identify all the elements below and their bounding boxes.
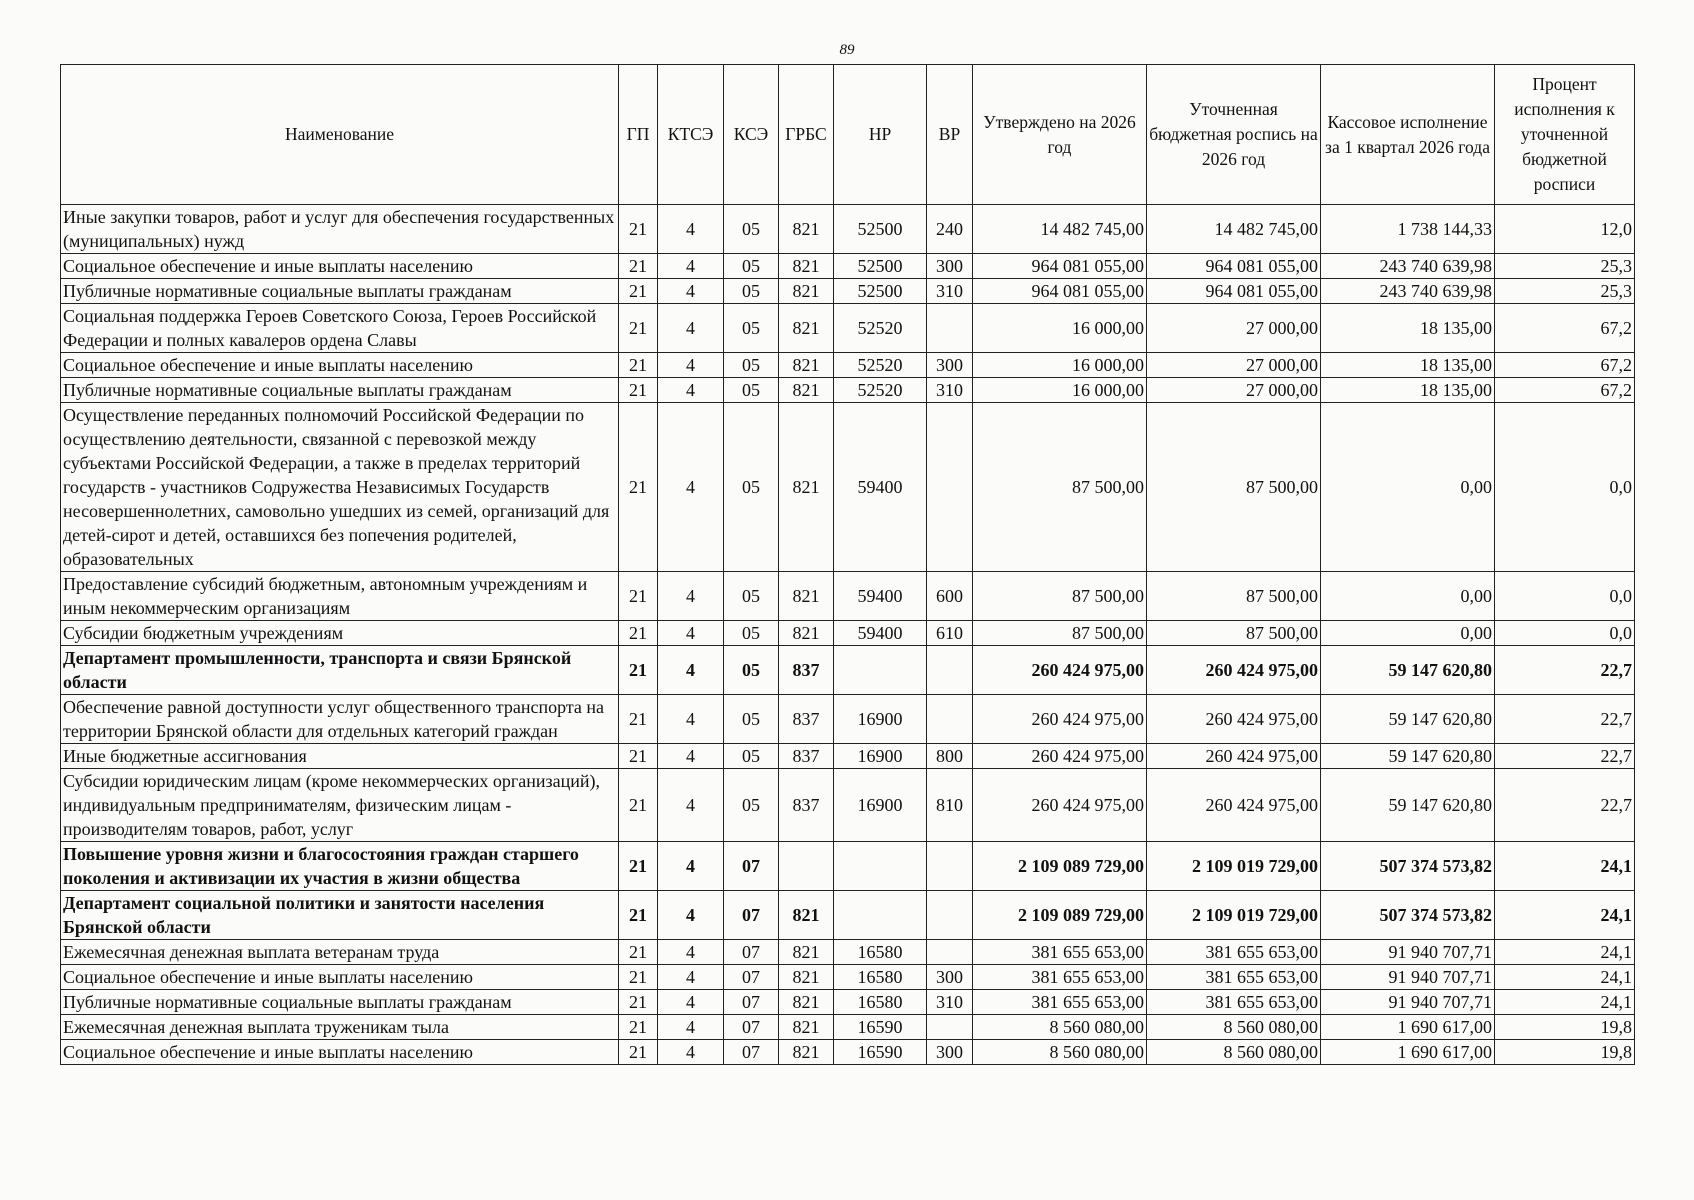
table-row xyxy=(61,621,1635,646)
cell-grbs: 821 xyxy=(779,990,834,1015)
budget-table xyxy=(60,64,1635,1065)
cell-percent: 19,8 xyxy=(1495,1040,1635,1065)
cell-kse: 05 xyxy=(724,695,779,744)
cell-approved: 2 109 089 729,00 xyxy=(973,891,1147,940)
cell-name: Социальное обеспечение и иные выплаты населению xyxy=(61,254,619,279)
cell-cash: 91 940 707,71 xyxy=(1321,965,1495,990)
cell-refined: 2 109 019 729,00 xyxy=(1147,891,1321,940)
cell-grbs xyxy=(779,842,834,891)
cell-grbs: 821 xyxy=(779,378,834,403)
cell-refined: 8 560 080,00 xyxy=(1147,1040,1321,1065)
cell-percent: 0,0 xyxy=(1495,572,1635,621)
cell-nr: 52520 xyxy=(834,378,927,403)
cell-vr: 600 xyxy=(927,572,973,621)
cell-gp: 21 xyxy=(619,1015,658,1040)
cell-nr: 16580 xyxy=(834,990,927,1015)
cell-gp: 21 xyxy=(619,695,658,744)
header-vr: ВР xyxy=(927,65,973,205)
cell-percent: 22,7 xyxy=(1495,695,1635,744)
cell-ktse: 4 xyxy=(658,769,724,842)
header-refined: Уточненная бюджетная роспись на 2026 год xyxy=(1147,65,1321,205)
cell-name: Иные закупки товаров, работ и услуг для обеспечения государственных (муниципальных) нужд xyxy=(61,205,619,254)
cell-kse: 05 xyxy=(724,403,779,572)
header-nr: НР xyxy=(834,65,927,205)
cell-grbs: 821 xyxy=(779,254,834,279)
cell-ktse: 4 xyxy=(658,842,724,891)
cell-cash: 1 690 617,00 xyxy=(1321,1040,1495,1065)
cell-approved: 87 500,00 xyxy=(973,403,1147,572)
cell-cash: 18 135,00 xyxy=(1321,353,1495,378)
cell-approved: 87 500,00 xyxy=(973,572,1147,621)
cell-kse: 05 xyxy=(724,646,779,695)
cell-name: Иные бюджетные ассигнования xyxy=(61,744,619,769)
cell-vr: 810 xyxy=(927,769,973,842)
cell-approved: 260 424 975,00 xyxy=(973,646,1147,695)
cell-grbs: 837 xyxy=(779,769,834,842)
cell-percent: 24,1 xyxy=(1495,965,1635,990)
table-row xyxy=(61,279,1635,304)
cell-approved: 8 560 080,00 xyxy=(973,1015,1147,1040)
cell-refined: 87 500,00 xyxy=(1147,572,1321,621)
cell-ktse: 4 xyxy=(658,744,724,769)
cell-percent: 67,2 xyxy=(1495,304,1635,353)
cell-kse: 07 xyxy=(724,965,779,990)
cell-ktse: 4 xyxy=(658,403,724,572)
cell-ktse: 4 xyxy=(658,1040,724,1065)
cell-grbs: 837 xyxy=(779,646,834,695)
cell-cash: 91 940 707,71 xyxy=(1321,940,1495,965)
cell-name: Ежемесячная денежная выплата ветеранам труда xyxy=(61,940,619,965)
cell-name: Субсидии юридическим лицам (кроме некоммерческих организаций), индивидуальным предпринимателям, физическим лицам - производителям товаров, работ, услуг xyxy=(61,769,619,842)
cell-kse: 07 xyxy=(724,891,779,940)
cell-ktse: 4 xyxy=(658,1015,724,1040)
table-row xyxy=(61,695,1635,744)
cell-approved: 16 000,00 xyxy=(973,304,1147,353)
cell-nr: 52500 xyxy=(834,279,927,304)
cell-vr: 300 xyxy=(927,353,973,378)
cell-nr: 52500 xyxy=(834,254,927,279)
cell-approved: 381 655 653,00 xyxy=(973,990,1147,1015)
cell-approved: 381 655 653,00 xyxy=(973,965,1147,990)
cell-kse: 05 xyxy=(724,378,779,403)
cell-cash: 1 738 144,33 xyxy=(1321,205,1495,254)
cell-gp: 21 xyxy=(619,965,658,990)
cell-gp: 21 xyxy=(619,891,658,940)
cell-cash: 0,00 xyxy=(1321,403,1495,572)
cell-vr: 800 xyxy=(927,744,973,769)
cell-kse: 07 xyxy=(724,1040,779,1065)
cell-ktse: 4 xyxy=(658,378,724,403)
cell-grbs: 821 xyxy=(779,940,834,965)
table-row xyxy=(61,646,1635,695)
cell-cash: 18 135,00 xyxy=(1321,378,1495,403)
cell-gp: 21 xyxy=(619,353,658,378)
cell-grbs: 837 xyxy=(779,744,834,769)
header-ktse: КТСЭ xyxy=(658,65,724,205)
table-row xyxy=(61,842,1635,891)
cell-nr: 59400 xyxy=(834,621,927,646)
cell-kse: 07 xyxy=(724,990,779,1015)
cell-gp: 21 xyxy=(619,990,658,1015)
cell-gp: 21 xyxy=(619,842,658,891)
cell-vr xyxy=(927,842,973,891)
cell-nr: 52500 xyxy=(834,205,927,254)
cell-refined: 964 081 055,00 xyxy=(1147,254,1321,279)
table-row xyxy=(61,403,1635,572)
cell-name: Социальное обеспечение и иные выплаты населению xyxy=(61,965,619,990)
cell-ktse: 4 xyxy=(658,621,724,646)
cell-gp: 21 xyxy=(619,205,658,254)
cell-approved: 8 560 080,00 xyxy=(973,1040,1147,1065)
cell-grbs: 821 xyxy=(779,621,834,646)
cell-kse: 07 xyxy=(724,940,779,965)
cell-grbs: 821 xyxy=(779,403,834,572)
cell-percent: 24,1 xyxy=(1495,891,1635,940)
cell-gp: 21 xyxy=(619,403,658,572)
table-row xyxy=(61,744,1635,769)
cell-grbs: 821 xyxy=(779,891,834,940)
table-row xyxy=(61,990,1635,1015)
cell-vr: 300 xyxy=(927,965,973,990)
cell-approved: 964 081 055,00 xyxy=(973,279,1147,304)
cell-approved: 2 109 089 729,00 xyxy=(973,842,1147,891)
cell-nr xyxy=(834,891,927,940)
cell-nr: 16590 xyxy=(834,1040,927,1065)
cell-kse: 05 xyxy=(724,769,779,842)
cell-kse: 05 xyxy=(724,353,779,378)
cell-vr: 610 xyxy=(927,621,973,646)
cell-approved: 260 424 975,00 xyxy=(973,695,1147,744)
table-row xyxy=(61,304,1635,353)
cell-vr: 310 xyxy=(927,378,973,403)
cell-approved: 260 424 975,00 xyxy=(973,769,1147,842)
table-row xyxy=(61,1040,1635,1065)
cell-nr xyxy=(834,842,927,891)
cell-ktse: 4 xyxy=(658,965,724,990)
cell-gp: 21 xyxy=(619,621,658,646)
cell-name: Публичные нормативные социальные выплаты гражданам xyxy=(61,279,619,304)
cell-gp: 21 xyxy=(619,254,658,279)
cell-gp: 21 xyxy=(619,769,658,842)
cell-kse: 05 xyxy=(724,279,779,304)
cell-kse: 05 xyxy=(724,254,779,279)
table-body xyxy=(61,205,1635,1065)
cell-ktse: 4 xyxy=(658,940,724,965)
cell-nr: 16900 xyxy=(834,744,927,769)
cell-ktse: 4 xyxy=(658,279,724,304)
cell-refined: 964 081 055,00 xyxy=(1147,279,1321,304)
cell-gp: 21 xyxy=(619,572,658,621)
cell-vr xyxy=(927,1015,973,1040)
cell-nr: 16580 xyxy=(834,940,927,965)
table-row xyxy=(61,254,1635,279)
cell-refined: 27 000,00 xyxy=(1147,353,1321,378)
cell-kse: 05 xyxy=(724,304,779,353)
header-name: Наименование xyxy=(61,65,619,205)
cell-name: Социальное обеспечение и иные выплаты населению xyxy=(61,353,619,378)
cell-percent: 0,0 xyxy=(1495,621,1635,646)
cell-refined: 87 500,00 xyxy=(1147,621,1321,646)
cell-ktse: 4 xyxy=(658,695,724,744)
cell-name: Департамент социальной политики и занятости населения Брянской области xyxy=(61,891,619,940)
cell-cash: 59 147 620,80 xyxy=(1321,769,1495,842)
cell-vr: 300 xyxy=(927,254,973,279)
cell-percent: 24,1 xyxy=(1495,990,1635,1015)
header-row xyxy=(61,65,1635,205)
table-row xyxy=(61,1015,1635,1040)
cell-cash: 91 940 707,71 xyxy=(1321,990,1495,1015)
cell-vr xyxy=(927,403,973,572)
cell-kse: 05 xyxy=(724,205,779,254)
cell-nr: 52520 xyxy=(834,304,927,353)
cell-name: Департамент промышленности, транспорта и связи Брянской области xyxy=(61,646,619,695)
cell-refined: 381 655 653,00 xyxy=(1147,990,1321,1015)
cell-approved: 14 482 745,00 xyxy=(973,205,1147,254)
header-percent: Процент исполнения к уточненной бюджетной росписи xyxy=(1495,65,1635,205)
cell-gp: 21 xyxy=(619,940,658,965)
cell-percent: 12,0 xyxy=(1495,205,1635,254)
cell-grbs: 837 xyxy=(779,695,834,744)
cell-grbs: 821 xyxy=(779,205,834,254)
cell-name: Публичные нормативные социальные выплаты гражданам xyxy=(61,378,619,403)
cell-ktse: 4 xyxy=(658,990,724,1015)
cell-approved: 16 000,00 xyxy=(973,353,1147,378)
cell-vr xyxy=(927,940,973,965)
table-row xyxy=(61,891,1635,940)
cell-approved: 87 500,00 xyxy=(973,621,1147,646)
cell-cash: 59 147 620,80 xyxy=(1321,695,1495,744)
cell-name: Ежемесячная денежная выплата труженикам тыла xyxy=(61,1015,619,1040)
table-row xyxy=(61,378,1635,403)
cell-cash: 59 147 620,80 xyxy=(1321,744,1495,769)
cell-vr: 300 xyxy=(927,1040,973,1065)
cell-cash: 18 135,00 xyxy=(1321,304,1495,353)
cell-gp: 21 xyxy=(619,744,658,769)
cell-gp: 21 xyxy=(619,378,658,403)
cell-ktse: 4 xyxy=(658,304,724,353)
cell-name: Социальная поддержка Героев Советского Союза, Героев Российской Федерации и полных кавалеров ордена Славы xyxy=(61,304,619,353)
cell-gp: 21 xyxy=(619,646,658,695)
cell-cash: 0,00 xyxy=(1321,572,1495,621)
page-number: 89 xyxy=(839,42,855,58)
cell-percent: 0,0 xyxy=(1495,403,1635,572)
cell-percent: 22,7 xyxy=(1495,744,1635,769)
cell-cash: 243 740 639,98 xyxy=(1321,279,1495,304)
header-gp: ГП xyxy=(619,65,658,205)
cell-percent: 67,2 xyxy=(1495,353,1635,378)
cell-ktse: 4 xyxy=(658,205,724,254)
cell-percent: 25,3 xyxy=(1495,254,1635,279)
cell-grbs: 821 xyxy=(779,1015,834,1040)
cell-cash: 0,00 xyxy=(1321,621,1495,646)
cell-nr: 52520 xyxy=(834,353,927,378)
cell-percent: 24,1 xyxy=(1495,842,1635,891)
header-cash: Кассовое исполнение за 1 квартал 2026 года xyxy=(1321,65,1495,205)
cell-refined: 381 655 653,00 xyxy=(1147,965,1321,990)
cell-vr: 240 xyxy=(927,205,973,254)
cell-grbs: 821 xyxy=(779,304,834,353)
cell-refined: 87 500,00 xyxy=(1147,403,1321,572)
cell-grbs: 821 xyxy=(779,572,834,621)
cell-percent: 22,7 xyxy=(1495,769,1635,842)
cell-cash: 1 690 617,00 xyxy=(1321,1015,1495,1040)
cell-cash: 59 147 620,80 xyxy=(1321,646,1495,695)
cell-ktse: 4 xyxy=(658,254,724,279)
cell-cash: 507 374 573,82 xyxy=(1321,842,1495,891)
cell-cash: 243 740 639,98 xyxy=(1321,254,1495,279)
cell-vr xyxy=(927,695,973,744)
cell-percent: 22,7 xyxy=(1495,646,1635,695)
cell-kse: 07 xyxy=(724,842,779,891)
cell-refined: 8 560 080,00 xyxy=(1147,1015,1321,1040)
cell-vr xyxy=(927,891,973,940)
cell-refined: 27 000,00 xyxy=(1147,378,1321,403)
header-approved: Утверждено на 2026 год xyxy=(973,65,1147,205)
cell-grbs: 821 xyxy=(779,279,834,304)
cell-nr: 16900 xyxy=(834,695,927,744)
cell-ktse: 4 xyxy=(658,353,724,378)
cell-kse: 07 xyxy=(724,1015,779,1040)
cell-nr: 16900 xyxy=(834,769,927,842)
cell-name: Осуществление переданных полномочий Российской Федерации по осуществлению деятельности, связанной с перевозкой между субъектами Российской Федерации, а также в пределах территорий государств - участников Содружества Независимых Государств несовершеннолетних, самовольно ушедших из семей, организаций для детей-сирот и детей, оставшихся без попечения родителей, образовательных xyxy=(61,403,619,572)
cell-name: Социальное обеспечение и иные выплаты населению xyxy=(61,1040,619,1065)
cell-vr xyxy=(927,304,973,353)
cell-name: Обеспечение равной доступности услуг общественного транспорта на территории Брянской области для отдельных категорий граждан xyxy=(61,695,619,744)
cell-kse: 05 xyxy=(724,621,779,646)
cell-gp: 21 xyxy=(619,1040,658,1065)
cell-vr: 310 xyxy=(927,990,973,1015)
cell-approved: 964 081 055,00 xyxy=(973,254,1147,279)
cell-ktse: 4 xyxy=(658,646,724,695)
cell-refined: 14 482 745,00 xyxy=(1147,205,1321,254)
cell-vr: 310 xyxy=(927,279,973,304)
cell-vr xyxy=(927,646,973,695)
cell-grbs: 821 xyxy=(779,353,834,378)
cell-nr: 59400 xyxy=(834,572,927,621)
cell-kse: 05 xyxy=(724,744,779,769)
cell-ktse: 4 xyxy=(658,572,724,621)
table-row xyxy=(61,769,1635,842)
cell-grbs: 821 xyxy=(779,965,834,990)
table-row xyxy=(61,572,1635,621)
cell-ktse: 4 xyxy=(658,891,724,940)
cell-nr: 59400 xyxy=(834,403,927,572)
cell-nr: 16580 xyxy=(834,965,927,990)
cell-refined: 381 655 653,00 xyxy=(1147,940,1321,965)
cell-approved: 16 000,00 xyxy=(973,378,1147,403)
header-kse: КСЭ xyxy=(724,65,779,205)
table-row xyxy=(61,353,1635,378)
cell-gp: 21 xyxy=(619,304,658,353)
cell-refined: 260 424 975,00 xyxy=(1147,646,1321,695)
cell-name: Субсидии бюджетным учреждениям xyxy=(61,621,619,646)
cell-percent: 24,1 xyxy=(1495,940,1635,965)
cell-refined: 260 424 975,00 xyxy=(1147,744,1321,769)
cell-name: Предоставление субсидий бюджетным, автономным учреждениям и иным некоммерческим организациям xyxy=(61,572,619,621)
cell-approved: 260 424 975,00 xyxy=(973,744,1147,769)
cell-name: Публичные нормативные социальные выплаты гражданам xyxy=(61,990,619,1015)
table-row xyxy=(61,205,1635,254)
cell-percent: 25,3 xyxy=(1495,279,1635,304)
cell-refined: 27 000,00 xyxy=(1147,304,1321,353)
table-row xyxy=(61,965,1635,990)
cell-approved: 381 655 653,00 xyxy=(973,940,1147,965)
cell-percent: 19,8 xyxy=(1495,1015,1635,1040)
cell-gp: 21 xyxy=(619,279,658,304)
cell-nr xyxy=(834,646,927,695)
cell-refined: 2 109 019 729,00 xyxy=(1147,842,1321,891)
table-row xyxy=(61,940,1635,965)
cell-refined: 260 424 975,00 xyxy=(1147,769,1321,842)
cell-cash: 507 374 573,82 xyxy=(1321,891,1495,940)
cell-kse: 05 xyxy=(724,572,779,621)
cell-name: Повышение уровня жизни и благосостояния граждан старшего поколения и активизации их участия в жизни общества xyxy=(61,842,619,891)
cell-grbs: 821 xyxy=(779,1040,834,1065)
cell-percent: 67,2 xyxy=(1495,378,1635,403)
cell-nr: 16590 xyxy=(834,1015,927,1040)
header-grbs: ГРБС xyxy=(779,65,834,205)
cell-refined: 260 424 975,00 xyxy=(1147,695,1321,744)
